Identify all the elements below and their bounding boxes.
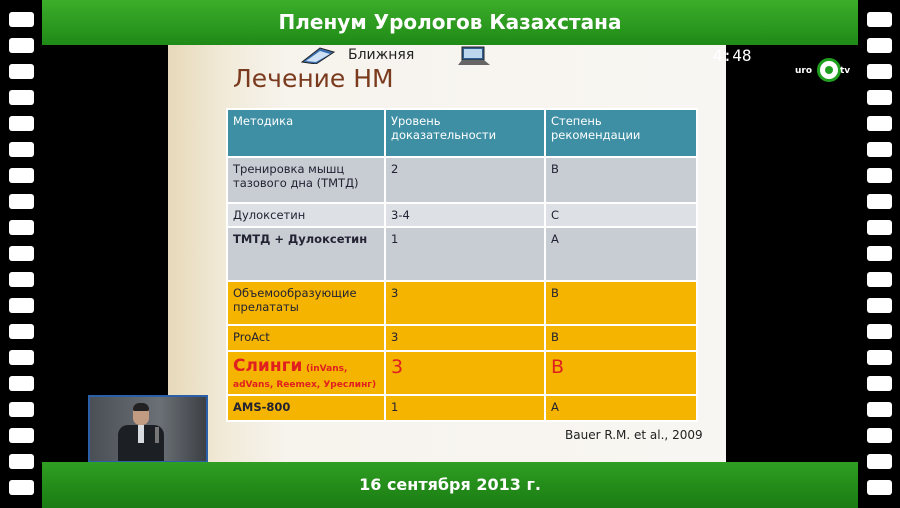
event-date: 16 сентября 2013 г. <box>359 475 541 494</box>
table-cell-grade: A <box>545 227 697 281</box>
treatment-table <box>226 108 698 422</box>
slings-note: (inVans, adVans, Reemex, Уреслинг) <box>233 364 377 390</box>
table-cell-method: Дулоксетин <box>227 203 385 227</box>
speaker-hair <box>133 403 149 411</box>
table-cell-method <box>227 351 385 395</box>
event-title: Пленум Урологов Казахстана <box>278 10 622 34</box>
table-row <box>227 351 697 395</box>
table-cell-level: 3 <box>385 281 545 325</box>
table-row <box>227 157 697 203</box>
speaker-video-thumbnail[interactable] <box>88 395 208 463</box>
table-cell-grade: C <box>545 203 697 227</box>
logo-text-uro: uro <box>795 66 813 76</box>
slide-reference: Bauer R.M. et al., 2009 <box>565 428 703 442</box>
table-row <box>227 281 697 325</box>
logo-eye-icon <box>817 58 841 82</box>
slide-title: Лечение НМ <box>233 64 394 93</box>
laptop-icon <box>300 46 338 64</box>
table-row <box>227 203 697 227</box>
table-cell-level <box>385 351 545 395</box>
header-banner <box>42 0 858 45</box>
table-header-row <box>227 109 697 157</box>
footer-banner <box>42 462 858 508</box>
table-cell-level: 1 <box>385 395 545 421</box>
microphone <box>155 427 159 443</box>
table-row <box>227 395 697 421</box>
level-value: 3 <box>391 356 404 378</box>
film-strip-right <box>858 0 900 508</box>
table-cell-method: Объемообразующие прелататы <box>227 281 385 325</box>
column-header: Методика <box>227 109 385 157</box>
film-strip-left <box>0 0 42 508</box>
table-cell-level: 3 <box>385 325 545 351</box>
table-row <box>227 227 697 281</box>
table-cell-level: 1 <box>385 227 545 281</box>
table-cell-method: Тренировка мышц тазового дна (ТМТД) <box>227 157 385 203</box>
table-cell-level: 2 <box>385 157 545 203</box>
laptop-icon <box>457 46 491 66</box>
video-timestamp: 4:48 <box>713 46 752 65</box>
urotv-logo <box>795 55 855 89</box>
grade-value: B <box>551 356 565 378</box>
table-cell-method: ProAct <box>227 325 385 351</box>
slide-top-label: Ближняя <box>348 47 415 63</box>
slings-label: Слинги <box>233 356 303 376</box>
logo-text-tv: tv <box>840 66 851 76</box>
table-cell-level: 3-4 <box>385 203 545 227</box>
column-header: Уровень доказательности <box>385 109 545 157</box>
table-cell-grade: B <box>545 157 697 203</box>
table-cell-grade: B <box>545 281 697 325</box>
table-cell-grade: B <box>545 325 697 351</box>
table-row <box>227 325 697 351</box>
table-cell-method: AMS-800 <box>227 395 385 421</box>
table-cell-grade: A <box>545 395 697 421</box>
table-cell-grade <box>545 351 697 395</box>
column-header: Степень рекомендации <box>545 109 697 157</box>
speaker-shirt <box>138 425 144 443</box>
table-cell-method: ТМТД + Дулоксетин <box>227 227 385 281</box>
